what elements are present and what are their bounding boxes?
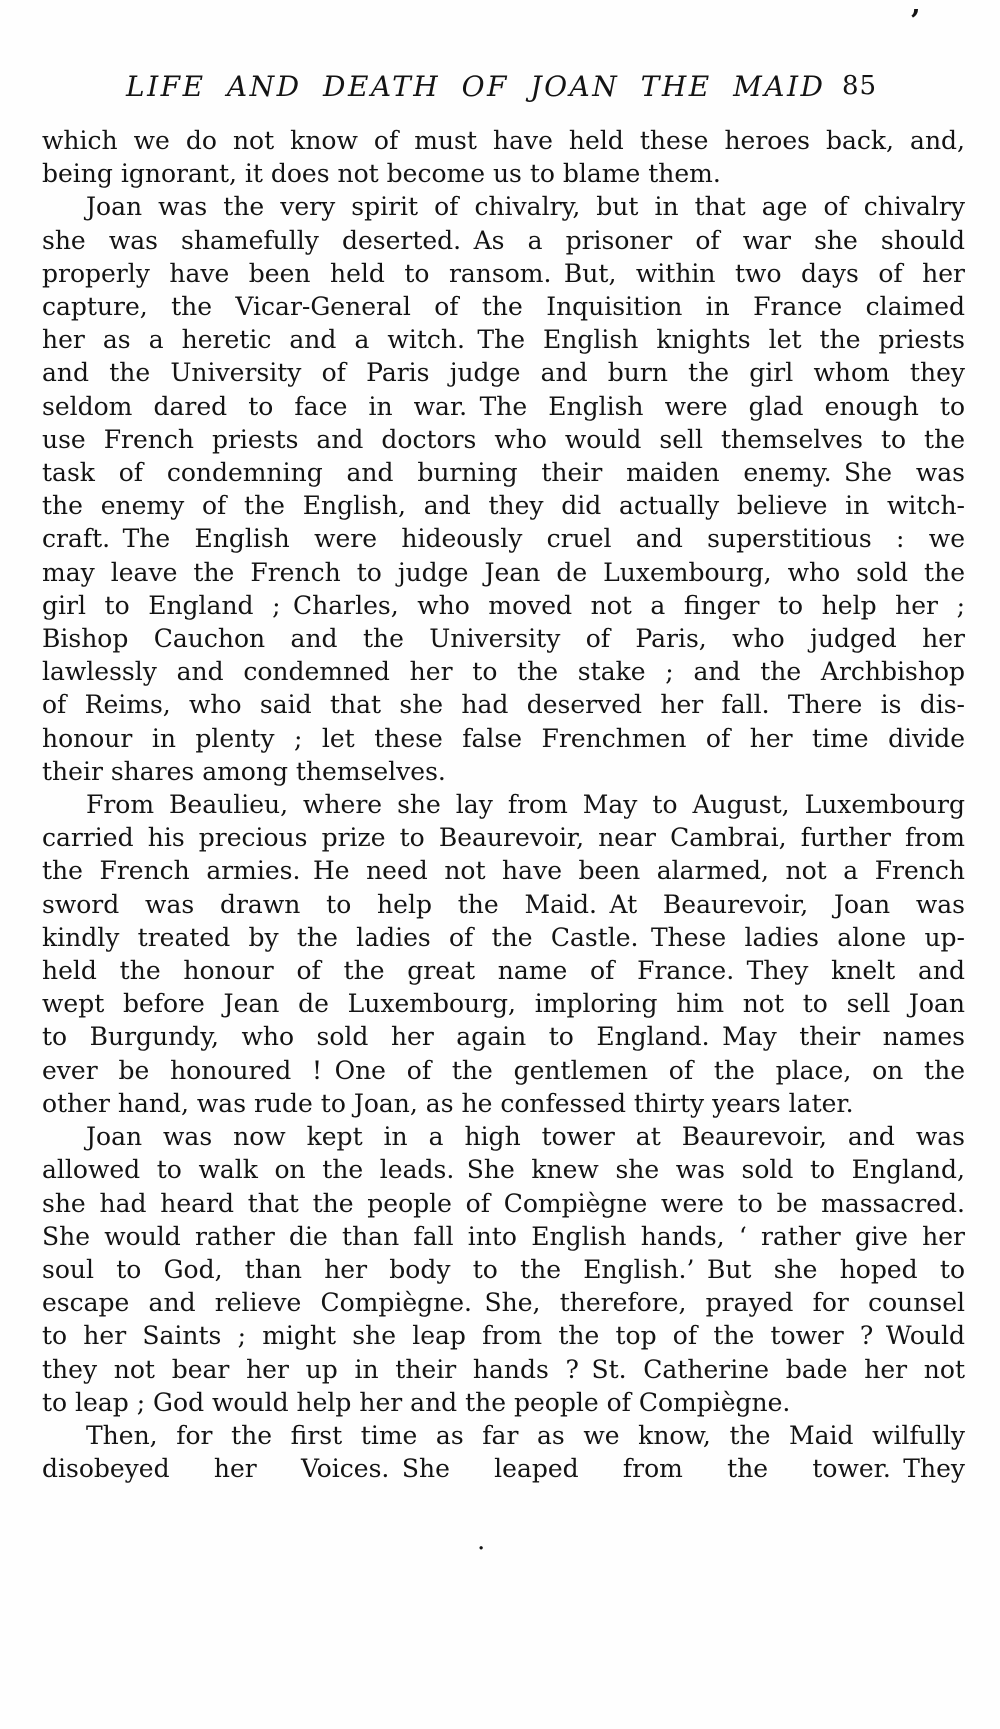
text-line: Then, for the first time as far as we know, the Maid wilfully: [86, 1420, 965, 1450]
paragraph: [42, 788, 965, 1120]
text-line: She would rather die than fall into English hands, ‘ rather give her: [42, 1221, 965, 1251]
text-line: to Burgundy, who sold her again to England. May their names: [42, 1022, 965, 1052]
text-line: the French armies. He need not have been alarmed, not a French: [42, 856, 965, 886]
paragraph: [42, 1120, 965, 1419]
page-number: 85: [842, 71, 878, 101]
text-line: their shares among themselves.: [42, 756, 446, 786]
text-line: use French priests and doctors who would sell themselves to the: [42, 424, 965, 454]
text-line: which we do not know of must have held these heroes back, and,: [42, 126, 965, 155]
page-body: [42, 124, 965, 1485]
text-line: wept before Jean de Luxembourg, imploring him not to sell Joan: [42, 989, 965, 1019]
text-line: may leave the French to judge Jean de Luxembourg, who sold the: [42, 557, 965, 587]
paragraph: [42, 124, 965, 190]
text-line: she had heard that the people of Compiègne were to be massacred.: [42, 1188, 965, 1218]
text-line: her as a heretic and a witch. The English knights let the priests: [42, 325, 965, 355]
text-line: disobeyed her Voices. She leaped from the tower. They: [42, 1454, 965, 1484]
text-line: she was shamefully deserted. As a prisoner of war she should: [42, 225, 965, 255]
text-line: they not bear her up in their hands ? St. Catherine bade her not: [42, 1354, 965, 1384]
text-line: lawlessly and condemned her to the stake ; and the Archbishop: [42, 657, 965, 687]
text-line: the enemy of the English, and they did actually believe in witch-: [42, 491, 965, 521]
text-line: task of condemning and burning their maiden enemy. She was: [42, 458, 965, 488]
paragraph: [42, 1419, 965, 1485]
text-line: escape and relieve Compiègne. She, therefore, prayed for counsel: [42, 1288, 965, 1318]
text-line: sword was drawn to help the Maid. At Beaurevoir, Joan was: [42, 889, 965, 919]
text-line: From Beaulieu, where she lay from May to August, Luxembourg: [86, 790, 965, 820]
text-line: of Reims, who said that she had deserved her fall. There is dis-: [42, 690, 965, 720]
text-line: Joan was now kept in a high tower at Beaurevoir, and was: [86, 1122, 965, 1152]
text-line: being ignorant, it does not become us to blame them.: [42, 159, 721, 189]
text-line: craft. The English were hideously cruel and superstitious : we: [42, 524, 965, 554]
text-line: ever be honoured ! One of the gentlemen of the place, on the: [42, 1055, 965, 1085]
running-header: [42, 70, 965, 106]
scan-speck-artifact: ’: [910, 4, 921, 39]
text-line: held the honour of the great name of France. They knelt and: [42, 956, 965, 986]
text-line: soul to God, than her body to the English.’ But she hoped to: [42, 1254, 965, 1284]
text-line: to her Saints ; might she leap from the top of the tower ? Would: [42, 1321, 965, 1351]
text-line: to leap ; God would help her and the people of Compiègne.: [42, 1387, 791, 1417]
text-line: girl to England ; Charles, who moved not a finger to help her ;: [42, 590, 965, 620]
text-line: carried his precious prize to Beaurevoir, near Cambrai, further from: [42, 823, 965, 853]
text-line: other hand, was rude to Joan, as he confessed thirty years later.: [42, 1088, 854, 1118]
text-line: honour in plenty ; let these false Frenchmen of her time divide: [42, 723, 965, 753]
scan-dot-artifact: .: [477, 1526, 486, 1556]
text-line: Bishop Cauchon and the University of Paris, who judged her: [42, 624, 965, 654]
text-line: properly have been held to ransom. But, within two days of her: [42, 258, 965, 288]
text-line: kindly treated by the ladies of the Castle. These ladies alone up-: [42, 922, 965, 952]
text-line: and the University of Paris judge and burn the girl whom they: [42, 358, 965, 388]
page-header-title: LIFE AND DEATH OF JOAN THE MAID: [126, 70, 826, 103]
text-line: seldom dared to face in war. The English were glad enough to: [42, 391, 965, 421]
text-line: allowed to walk on the leads. She knew she was sold to England,: [42, 1155, 965, 1185]
text-line: capture, the Vicar-General of the Inquisition in France claimed: [42, 292, 965, 322]
text-line: Joan was the very spirit of chivalry, but in that age of chivalry: [86, 192, 965, 222]
paragraph: [42, 190, 965, 788]
